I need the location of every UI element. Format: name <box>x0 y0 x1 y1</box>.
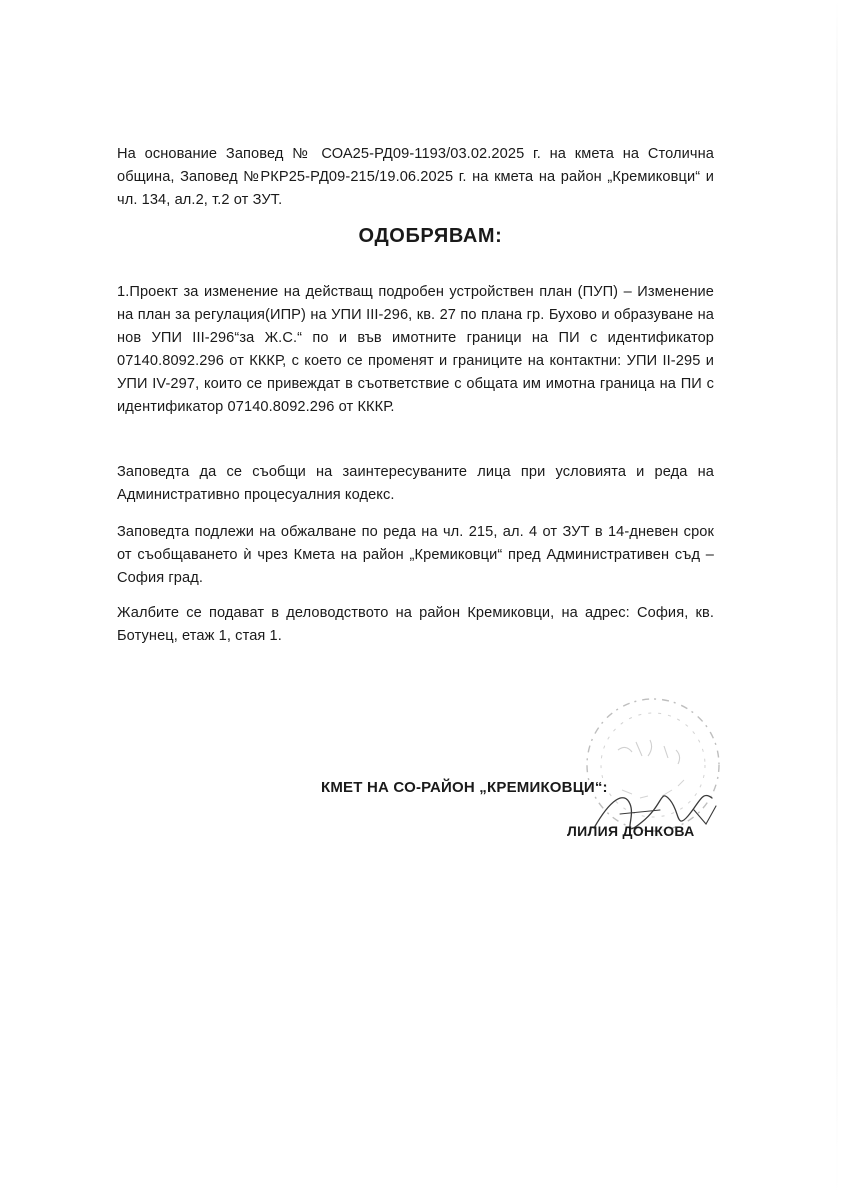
signatory-title: КМЕТ НА СО-РАЙОН „КРЕМИКОВЦИ“: <box>321 779 608 796</box>
appeal-paragraph: Заповедта подлежи на обжалване по реда на чл. 215, ал. 4 от ЗУТ в 14-дневен срок от съобщаването ѝ чрез Кмета на район „Кремиковци“ пред Административен съд – София град. <box>117 524 714 586</box>
scan-edge-shadow <box>836 0 838 1200</box>
notify-paragraph: Заповедта да се съобщи на заинтересуваните лица при условията и реда на Административно процесуалния кодекс. <box>117 464 714 503</box>
approval-heading: ОДОБРЯВАМ: <box>358 225 503 247</box>
item-1-paragraph: 1.Проект за изменение на действащ подробен устройствен план (ПУП) – Изменение на план за регулация(ИПР) на УПИ III-296, кв. 27 по плана гр. Бухово и образуване на нов УПИ III-296“за Ж.С.“ по и във имотните граници на ПИ с идентификатор 07140.8092.296 от КККР, с което се променят и границите на контактни: УПИ II-295 и УПИ IV-297, които се привеждат в съответствие с общата им имотна граница на ПИ с идентификатор 07140.8092.296 от КККР. <box>117 284 714 415</box>
complaints-paragraph: Жалбите се подават в деловодството на район Кремиковци, на адрес: София, кв. Ботунец, етаж 1, стая 1. <box>117 605 714 644</box>
basis-paragraph: На основание Заповед № СОА25-РД09-1193/03.02.2025 г. на кмета на Столична община, Заповед №РКР25-РД09-215/19.06.2025 г. на кмета на район „Кремиковци“ и чл. 134, ал.2, т.2 от ЗУТ. <box>117 146 714 208</box>
signatory-name: ЛИЛИЯ ДОНКОВА <box>567 823 695 839</box>
